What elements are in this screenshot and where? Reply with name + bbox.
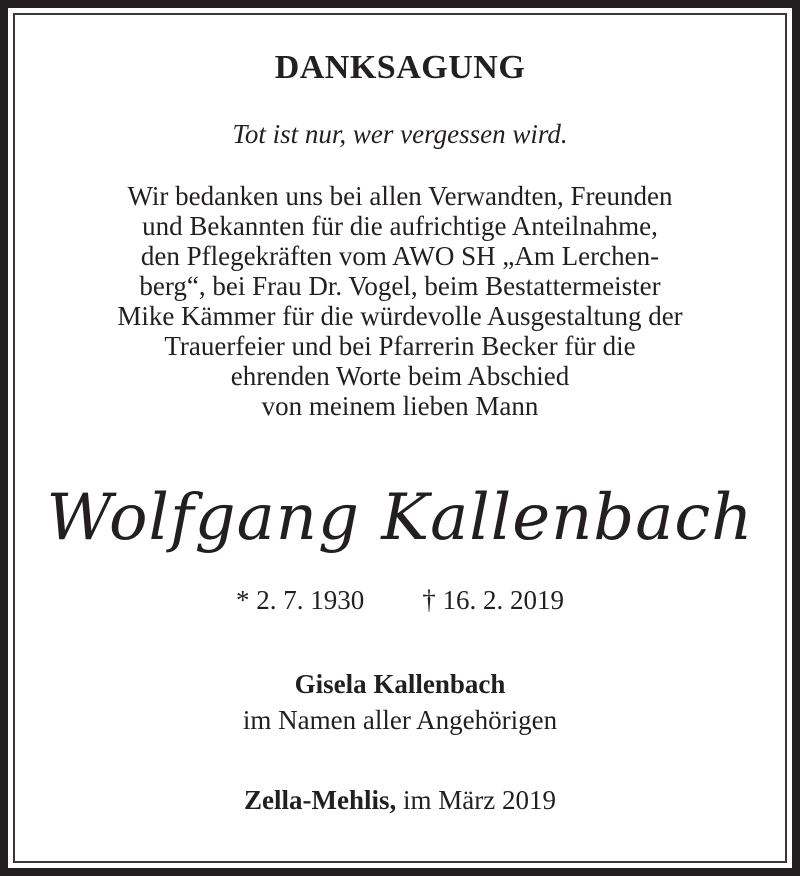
text-line: ehrenden Worte beim Abschied — [230, 361, 570, 391]
text-line: Trauerfeier und bei Pfarrerin Becker für die — [164, 331, 636, 361]
death-date: † 16. 2. 2019 — [422, 585, 564, 615]
notice-frame — [13, 13, 787, 863]
signer-subtitle: im Namen aller Angehörigen — [242, 705, 558, 735]
deceased-name: Wolfgang Kallenbach — [46, 481, 754, 555]
text-line: und Bekannten für die aufrichtige Anteilnahme, — [142, 211, 658, 241]
text-line: berg“, bei Frau Dr. Vogel, beim Bestattermeister — [139, 271, 661, 301]
text-line: den Pflegekräften vom AWO SH „Am Lerchen- — [140, 241, 660, 271]
text-line: Mike Kämmer für die würdevolle Ausgestaltung der — [117, 301, 683, 331]
motto: Tot ist nur, wer vergessen wird. — [232, 119, 568, 149]
text-line: von meinem lieben Mann — [261, 391, 539, 421]
place-date — [15, 785, 785, 816]
text-line: Wir bedanken uns bei allen Verwandten, Freunden — [127, 181, 673, 211]
life-dates — [15, 585, 785, 616]
notice-title: DANKSAGUNG — [274, 49, 526, 86]
place: Zella-Mehlis, — [244, 785, 397, 815]
birth-date: * 2. 7. 1930 — [236, 585, 365, 615]
thanks-text — [15, 181, 785, 421]
signer-name: Gisela Kallenbach — [294, 669, 506, 699]
date: im März 2019 — [396, 785, 556, 815]
